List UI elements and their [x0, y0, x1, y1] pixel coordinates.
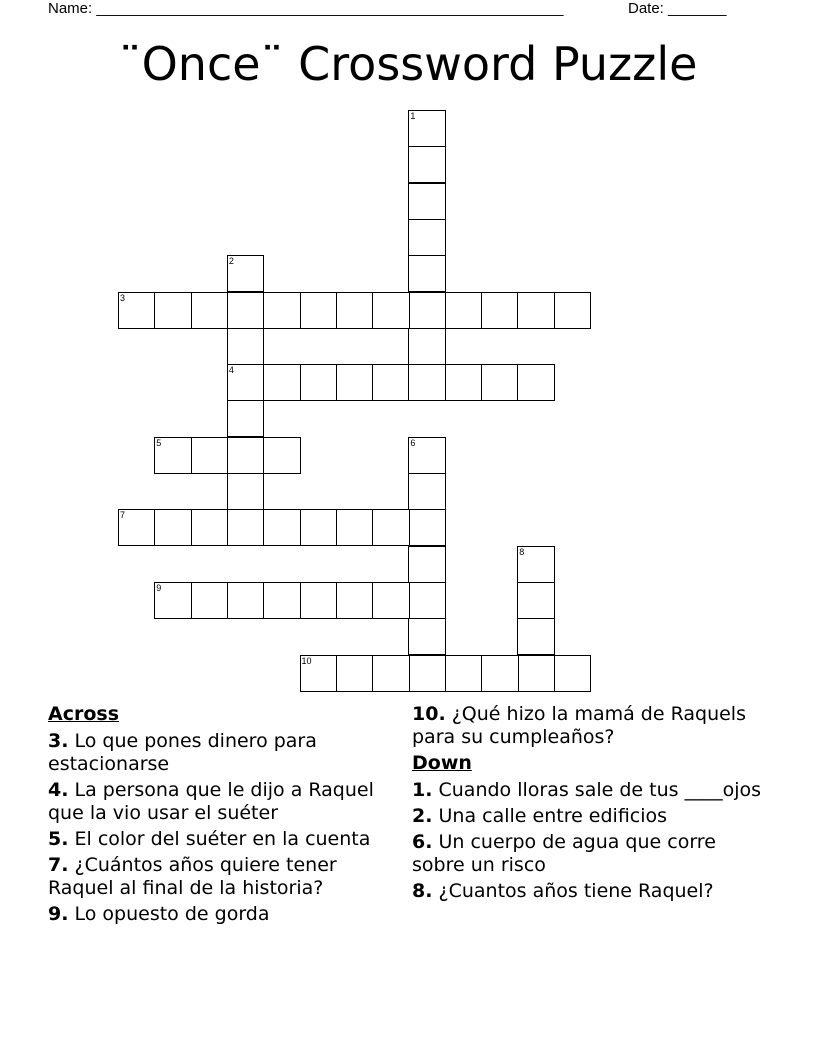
crossword-cell[interactable] — [336, 582, 374, 619]
clue-number: 8. — [412, 880, 433, 902]
crossword-cell[interactable] — [372, 582, 410, 619]
crossword-cell[interactable] — [227, 328, 265, 365]
cell-number: 10 — [301, 655, 312, 666]
crossword-cell[interactable] — [191, 509, 229, 546]
crossword-cell[interactable] — [263, 292, 301, 329]
crossword-cell[interactable] — [554, 655, 592, 692]
clue-number: 5. — [48, 828, 69, 850]
crossword-cell[interactable] — [372, 292, 410, 329]
crossword-cell[interactable] — [336, 364, 374, 401]
across-clue — [48, 730, 398, 776]
crossword-cell[interactable] — [227, 400, 265, 437]
crossword-cell[interactable] — [154, 509, 192, 546]
crossword-cell[interactable] — [300, 292, 338, 329]
clue-text: Cuando lloras sale de tus ____ojos — [438, 779, 761, 801]
crossword-cell[interactable] — [263, 509, 301, 546]
crossword-cell[interactable] — [263, 582, 301, 619]
crossword-cell[interactable] — [408, 146, 446, 183]
crossword-cell[interactable] — [517, 292, 555, 329]
crossword-cell[interactable] — [517, 364, 555, 401]
crossword-cell[interactable] — [227, 255, 265, 292]
crossword-cell[interactable] — [227, 509, 265, 546]
cell-number: 8 — [519, 546, 525, 557]
crossword-cell[interactable] — [263, 437, 301, 474]
crossword-cell[interactable] — [517, 618, 555, 655]
cell-number: 6 — [410, 437, 416, 448]
crossword-cell[interactable] — [154, 292, 192, 329]
crossword-cell[interactable] — [227, 582, 265, 619]
crossword-cell[interactable] — [372, 655, 410, 692]
crossword-cell[interactable] — [481, 655, 519, 692]
crossword-cell[interactable] — [154, 437, 192, 474]
crossword-cell[interactable] — [408, 546, 446, 583]
crossword-cell[interactable] — [336, 509, 374, 546]
cell-number: 2 — [228, 256, 234, 267]
crossword-cell[interactable] — [191, 582, 229, 619]
down-clue — [412, 880, 772, 903]
crossword-cell[interactable] — [227, 364, 265, 401]
crossword-cell[interactable] — [191, 292, 229, 329]
cell-number: 5 — [156, 437, 162, 448]
across-clue — [48, 779, 398, 825]
crossword-cell[interactable] — [408, 437, 446, 474]
across-heading: Across — [48, 703, 120, 725]
clue-text: Una calle entre edificios — [438, 805, 668, 827]
across-clue — [48, 854, 398, 900]
down-heading: Down — [412, 752, 472, 774]
crossword-cell[interactable] — [408, 292, 446, 329]
crossword-cell[interactable] — [263, 364, 301, 401]
cell-number: 1 — [410, 111, 416, 121]
crossword-cell[interactable] — [408, 618, 446, 655]
cell-number: 9 — [156, 582, 162, 593]
crossword-cell[interactable] — [445, 364, 483, 401]
crossword-cell[interactable] — [372, 364, 410, 401]
name-field-label: Name: ________________________________________________________ — [48, 0, 564, 17]
crossword-cell[interactable] — [445, 292, 483, 329]
crossword-cell[interactable] — [408, 110, 446, 147]
clue-number: 9. — [48, 903, 69, 925]
crossword-cell[interactable] — [227, 437, 265, 474]
crossword-cell[interactable] — [554, 292, 592, 329]
crossword-cell[interactable] — [118, 509, 156, 546]
crossword-cell[interactable] — [517, 546, 555, 583]
down-clue — [412, 805, 772, 828]
crossword-cell[interactable] — [336, 655, 374, 692]
crossword-cell[interactable] — [408, 219, 446, 256]
clue-text: Lo opuesto de gorda — [74, 903, 270, 925]
clue-number: 3. — [48, 730, 69, 752]
clue-text: ¿Cuantos años tiene Raquel? — [438, 880, 714, 902]
crossword-cell[interactable] — [445, 655, 483, 692]
page-title: ¨Once¨ Crossword Puzzle — [118, 37, 698, 91]
crossword-cell[interactable] — [300, 582, 338, 619]
clue-text: La persona que le dijo a Raquel que la vio usar el suéter — [48, 779, 374, 824]
clue-text: Un cuerpo de agua que corre sobre un risco — [412, 831, 716, 876]
crossword-cell[interactable] — [517, 655, 555, 692]
crossword-cell[interactable] — [481, 292, 519, 329]
clue-number: 10. — [412, 703, 446, 725]
crossword-cell[interactable] — [300, 364, 338, 401]
across-clue — [48, 828, 398, 851]
crossword-cell[interactable] — [300, 655, 338, 692]
clue-text: ¿Qué hizo la mamá de Raquels para su cumpleaños? — [412, 703, 746, 748]
crossword-cell[interactable] — [408, 328, 446, 365]
crossword-cell[interactable] — [118, 292, 156, 329]
crossword-cell[interactable] — [227, 473, 265, 510]
crossword-cell[interactable] — [300, 509, 338, 546]
crossword-cell[interactable] — [191, 437, 229, 474]
cell-number: 7 — [120, 510, 126, 521]
down-clue — [412, 779, 772, 802]
crossword-cell[interactable] — [227, 292, 265, 329]
clue-number: 2. — [412, 805, 433, 827]
clues-column-left — [48, 703, 398, 929]
header-line — [48, 0, 743, 18]
across-clue — [412, 703, 772, 749]
clues-column-right — [412, 703, 772, 906]
clue-text: El color del suéter en la cuenta — [74, 828, 371, 850]
crossword-cell[interactable] — [481, 364, 519, 401]
clue-number: 4. — [48, 779, 69, 801]
clue-text: ¿Cuántos años quiere tener Raquel al final de la historia? — [48, 854, 337, 899]
crossword-cell[interactable] — [517, 582, 555, 619]
date-field-label: Date: _______ — [628, 0, 727, 17]
down-clue — [412, 831, 772, 877]
crossword-cell[interactable] — [372, 509, 410, 546]
crossword-cell[interactable] — [336, 292, 374, 329]
clue-number: 1. — [412, 779, 433, 801]
crossword-cell[interactable] — [408, 582, 446, 619]
across-clue — [48, 903, 398, 926]
crossword-cell[interactable] — [408, 364, 446, 401]
crossword-cell[interactable] — [408, 183, 446, 220]
crossword-cell[interactable] — [154, 582, 192, 619]
clue-number: 7. — [48, 854, 69, 876]
crossword-cell[interactable] — [408, 473, 446, 510]
cell-number: 3 — [120, 292, 126, 303]
clue-number: 6. — [412, 831, 433, 853]
crossword-cell[interactable] — [408, 655, 446, 692]
crossword-cell[interactable] — [408, 509, 446, 546]
clue-text: Lo que pones dinero para estacionarse — [48, 730, 317, 775]
cell-number: 4 — [228, 365, 234, 376]
crossword-cell[interactable] — [408, 255, 446, 292]
